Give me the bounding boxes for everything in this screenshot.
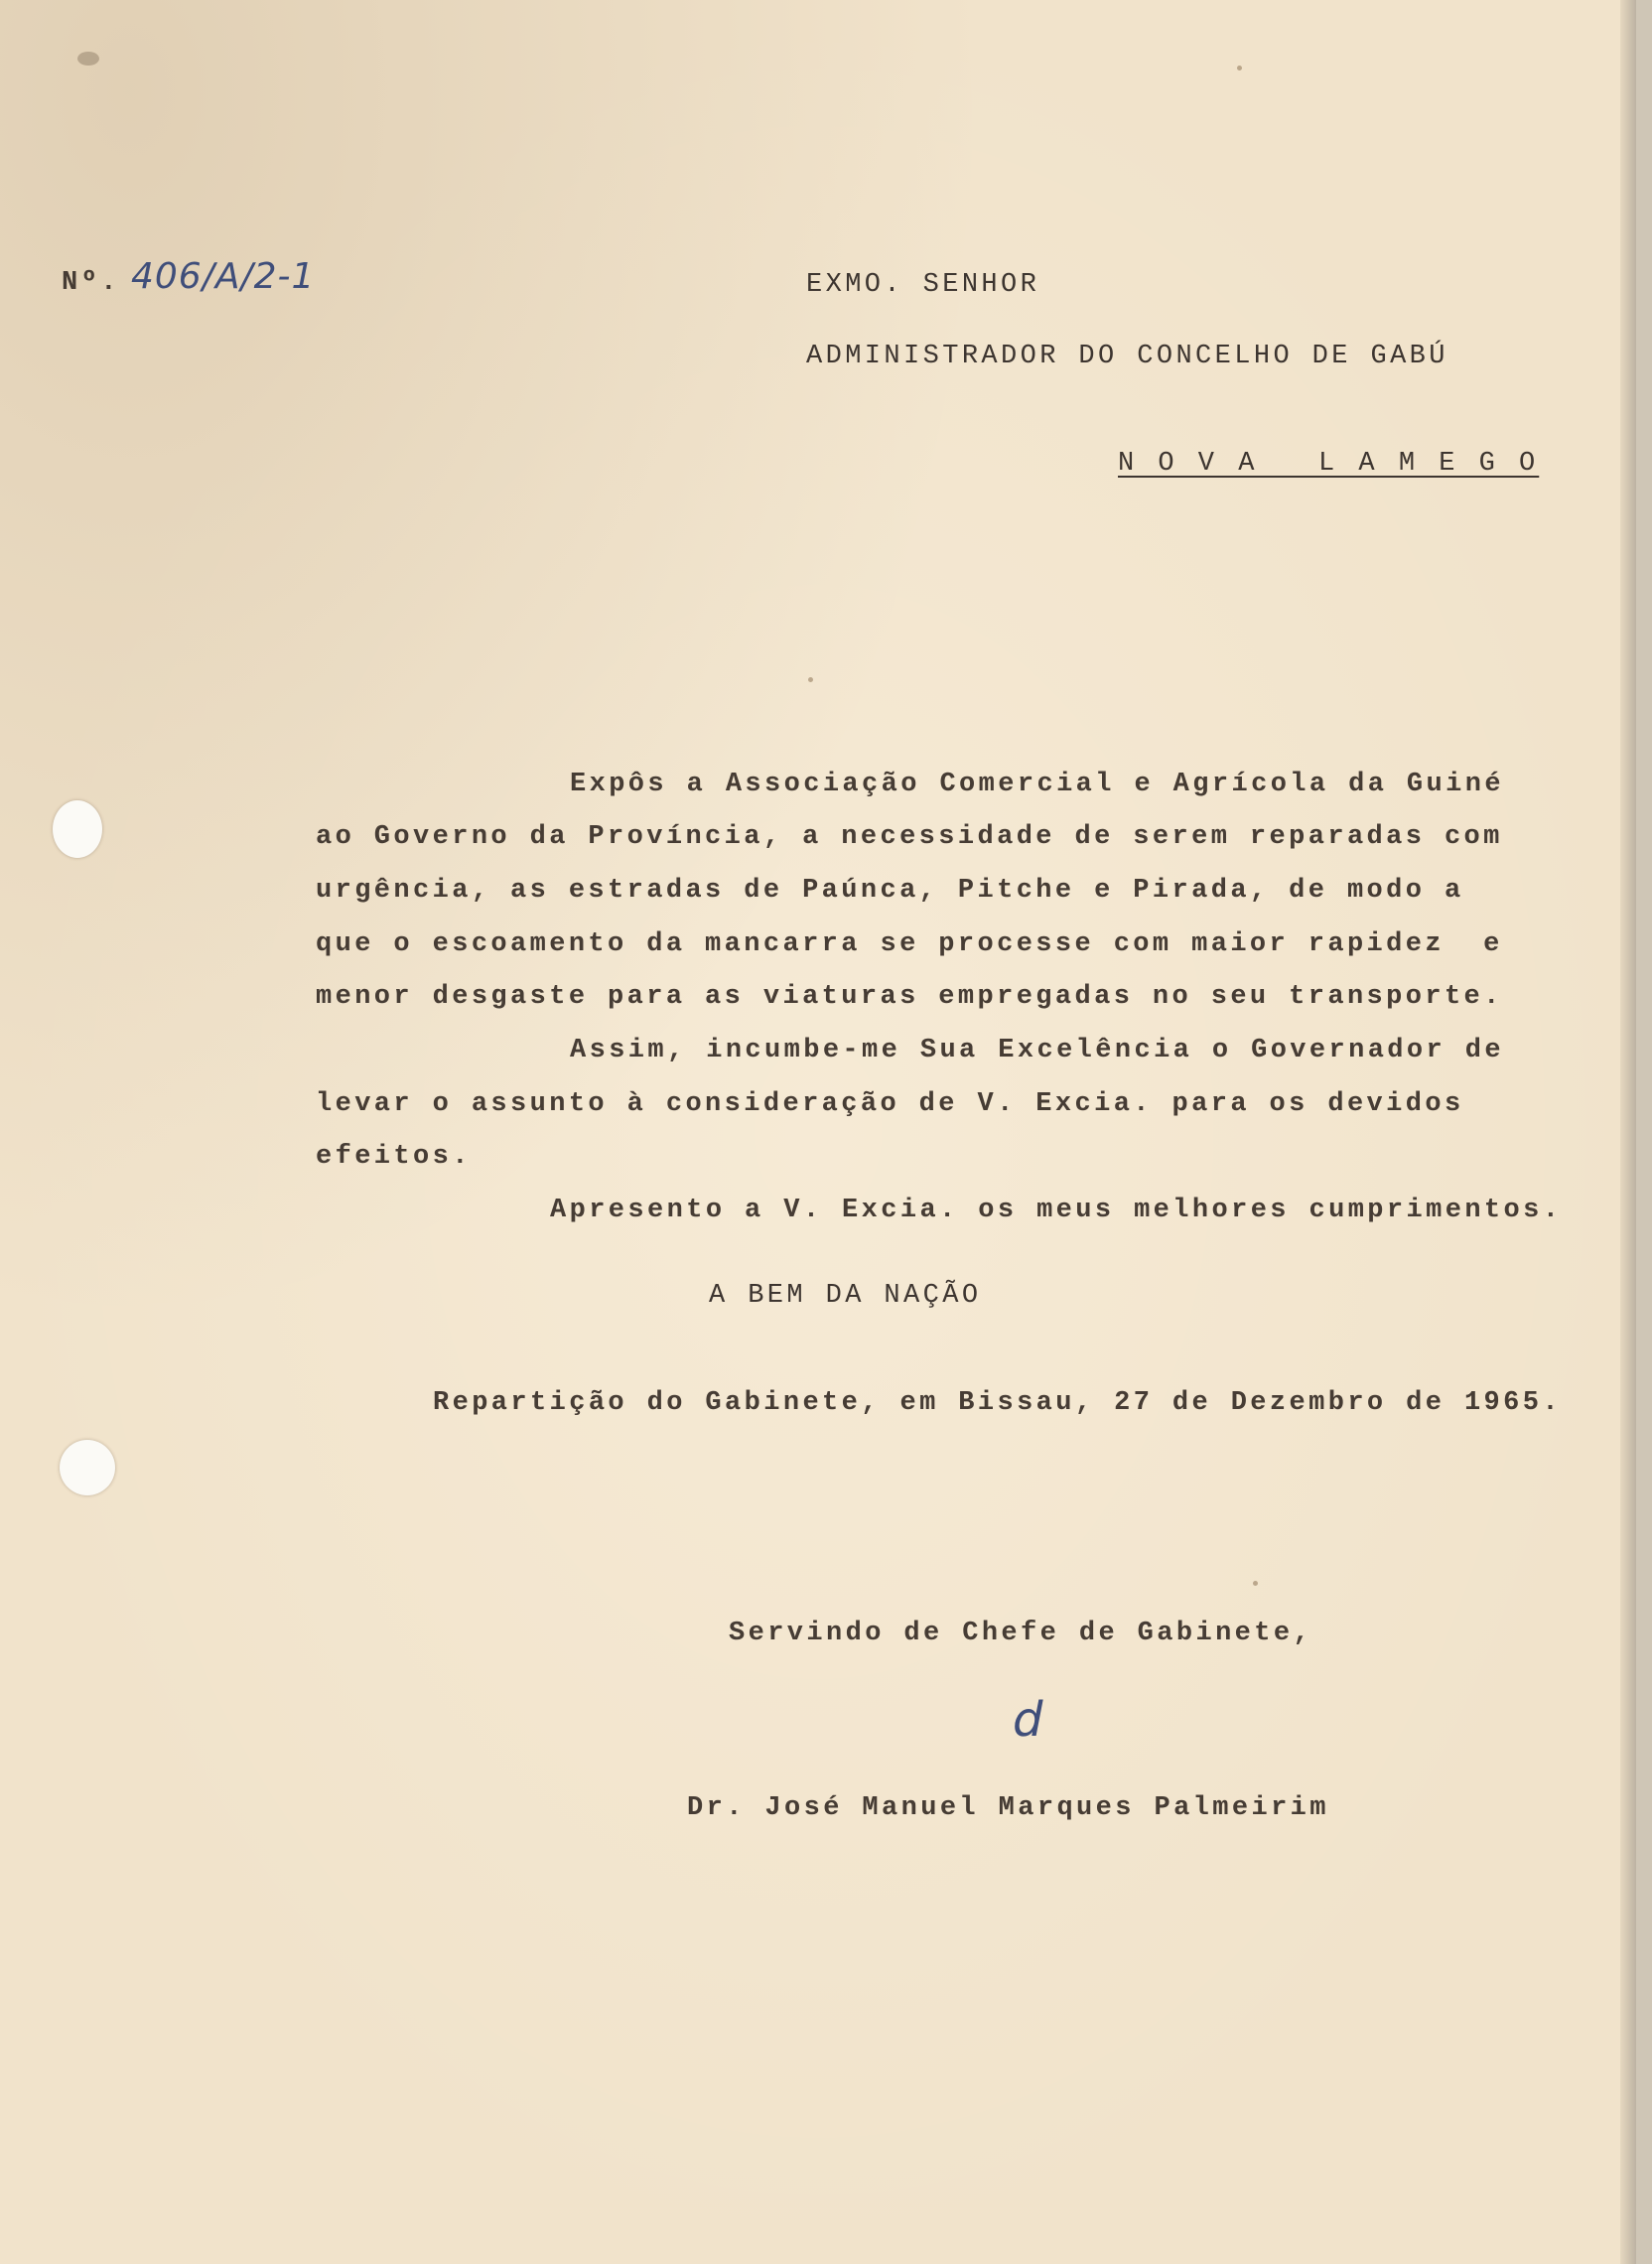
addressee-title: ADMINISTRADOR DO CONCELHO DE GABÚ bbox=[806, 342, 1448, 371]
paper-edge bbox=[1620, 0, 1636, 2264]
paper-speck bbox=[1237, 66, 1242, 71]
body-line-4: que o escoamento da mancarra se processe com maior rapidez e bbox=[316, 929, 1503, 959]
signature-initials: d bbox=[1013, 1692, 1044, 1748]
paper-speck bbox=[1253, 1581, 1258, 1586]
signature-name: Dr. José Manuel Marques Palmeirim bbox=[687, 1793, 1329, 1823]
body-line-5: menor desgaste para as viaturas empregadas no seu transporte. bbox=[316, 982, 1503, 1012]
closing-motto: A BEM DA NAÇÃO bbox=[709, 1281, 982, 1311]
body-line-9: Apresento a V. Excia. os meus melhores cumprimentos. bbox=[550, 1196, 1563, 1225]
closing-date-line: Repartição do Gabinete, em Bissau, 27 de Dezembro de 1965. bbox=[433, 1388, 1562, 1418]
body-line-6: Assim, incumbe-me Sua Excelência o Governador de bbox=[570, 1036, 1504, 1065]
body-line-2: ao Governo da Província, a necessidade de serem reparadas com bbox=[316, 822, 1503, 852]
paper-speck bbox=[77, 52, 99, 66]
paper-speck bbox=[808, 677, 813, 682]
reference-number-handwritten: 406/A/2-1 bbox=[131, 256, 316, 297]
punch-hole-top bbox=[53, 800, 102, 858]
signature-role: Servindo de Chefe de Gabinete, bbox=[729, 1619, 1313, 1648]
body-line-7: levar o assunto à consideração de V. Excia. para os devidos bbox=[316, 1089, 1464, 1119]
reference-prefix: Nº. bbox=[62, 268, 120, 298]
body-line-8: efeitos. bbox=[316, 1142, 472, 1172]
punch-hole-bottom bbox=[60, 1440, 115, 1495]
addressee-place: N O V A L A M E G O bbox=[1118, 449, 1540, 479]
body-line-3: urgência, as estradas de Paúnca, Pitche e Pirada, de modo a bbox=[316, 876, 1464, 906]
body-line-1: Expôs a Associação Comercial e Agrícola da Guiné bbox=[570, 770, 1504, 799]
addressee-salutation: EXMO. SENHOR bbox=[806, 270, 1040, 300]
